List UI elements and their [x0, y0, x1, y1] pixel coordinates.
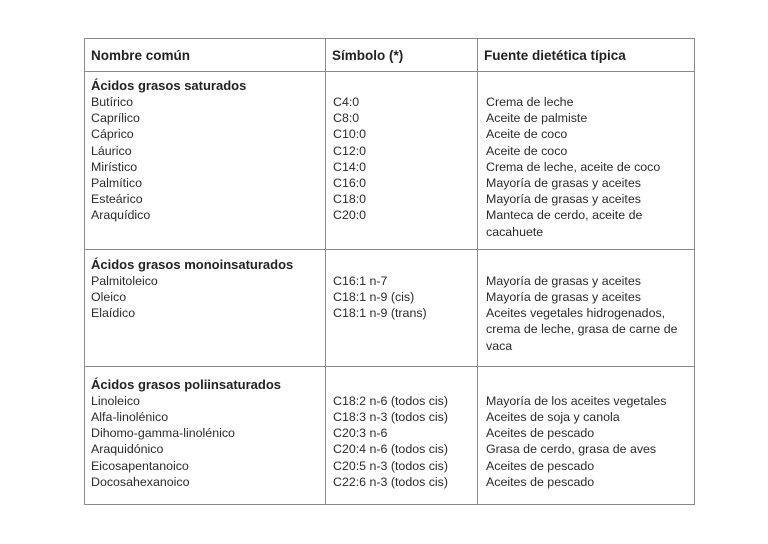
fatty-acid-symbol: C20:3 n-6 [333, 426, 388, 441]
name-cell [85, 366, 326, 504]
fatty-acid-source: Mayoría de los aceites vegetales [486, 393, 667, 408]
group-monounsaturated [85, 249, 695, 366]
fatty-acid-source: Mayoría de grasas y aceites [486, 176, 641, 191]
fatty-acid-name: Eicosapentanoico [91, 458, 189, 473]
fatty-acid-symbol: C20:4 n-6 (todos cis) [333, 442, 449, 457]
fatty-acid-symbol: C8:0 [333, 111, 360, 126]
fatty-acid-name: Docosahexanoico [91, 474, 190, 489]
header-symbol: Símbolo (*) [326, 39, 478, 72]
fatty-acid-name: Cáprico [91, 127, 134, 142]
fatty-acid-symbol: C18:0 [333, 192, 367, 207]
source-cell [478, 366, 695, 504]
group-title: Ácidos grasos poliinsaturados [91, 376, 281, 392]
symbol-cell [326, 72, 478, 250]
fatty-acid-symbol: C18:1 n-9 (trans) [333, 306, 427, 321]
symbol-cell [326, 249, 478, 366]
fatty-acid-source: Aceite de palmiste [486, 111, 588, 126]
fatty-acid-source: Aceite de coco [486, 127, 568, 142]
fatty-acid-source: Aceites de pescado [486, 474, 595, 489]
fatty-acid-name: Láurico [91, 143, 132, 158]
fatty-acid-symbol: C18:1 n-9 (cis) [333, 290, 415, 305]
fatty-acid-symbol: C4:0 [333, 95, 360, 109]
name-cell [85, 72, 326, 250]
fatty-acid-symbol: C20:0 [333, 208, 367, 223]
fatty-acid-symbol: C10:0 [333, 127, 367, 142]
fatty-acid-symbol: C20:5 n-3 (todos cis) [333, 458, 449, 473]
fatty-acid-name: Linoleico [91, 393, 140, 408]
fatty-acid-source: Aceites de soja y canola [486, 410, 620, 425]
fatty-acid-source: Crema de leche, aceite de coco [486, 159, 661, 174]
fatty-acid-name: Esteárico [91, 192, 143, 207]
fatty-acid-symbol: C22:6 n-3 (todos cis) [333, 474, 449, 489]
fatty-acid-source: Manteca de cerdo, aceite de cacahuete [486, 208, 643, 239]
source-cell [478, 249, 695, 366]
fatty-acid-name: Alfa-linolénico [91, 410, 169, 425]
group-title: Ácidos grasos monoinsaturados [91, 256, 294, 272]
group-polyunsaturated [85, 366, 695, 504]
fatty-acid-source: Crema de leche [486, 95, 574, 109]
header-name: Nombre común [85, 39, 326, 72]
fatty-acid-symbol: C14:0 [333, 159, 367, 174]
fatty-acid-source: Mayoría de grasas y aceites [486, 192, 641, 207]
fatty-acid-symbol: C18:2 n-6 (todos cis) [333, 393, 449, 408]
fatty-acid-source: Mayoría de grasas y aceites [486, 273, 641, 288]
fatty-acid-name: Oleico [91, 290, 127, 305]
fatty-acid-source: Aceites de pescado [486, 458, 595, 473]
group-saturated [85, 72, 695, 250]
fatty-acid-name: Caprílico [91, 111, 140, 126]
header-row [85, 39, 695, 72]
fatty-acid-source: Mayoría de grasas y aceites [486, 290, 641, 305]
fatty-acid-symbol: C12:0 [333, 143, 367, 158]
source-cell [478, 72, 695, 250]
header-source: Fuente dietética típica [478, 39, 695, 72]
fatty-acid-name: Butírico [91, 95, 134, 109]
fatty-acid-symbol: C18:3 n-3 (todos cis) [333, 410, 449, 425]
fatty-acid-source: Aceites de pescado [486, 426, 595, 441]
group-title: Ácidos grasos saturados [91, 78, 247, 93]
fatty-acid-source: Aceite de coco [486, 143, 568, 158]
symbol-cell [326, 366, 478, 504]
fatty-acids-table [84, 38, 695, 505]
fatty-acid-name: Palmítico [91, 176, 142, 191]
fatty-acid-name: Dihomo-gamma-linolénico [91, 426, 235, 441]
fatty-acid-source: Grasa de cerdo, grasa de aves [486, 442, 657, 457]
fatty-acid-source: Aceites vegetales hidrogenados, crema de leche, grasa de carne de vaca [486, 306, 678, 353]
fatty-acid-name: Araquídico [91, 208, 151, 223]
fatty-acid-name: Mirístico [91, 159, 138, 174]
fatty-acid-symbol: C16:0 [333, 176, 367, 191]
name-cell [85, 249, 326, 366]
fatty-acid-name: Palmitoleico [91, 273, 158, 288]
fatty-acid-name: Elaídico [91, 306, 136, 321]
fatty-acid-name: Araquidónico [91, 442, 164, 457]
fatty-acid-symbol: C16:1 n-7 [333, 273, 388, 288]
